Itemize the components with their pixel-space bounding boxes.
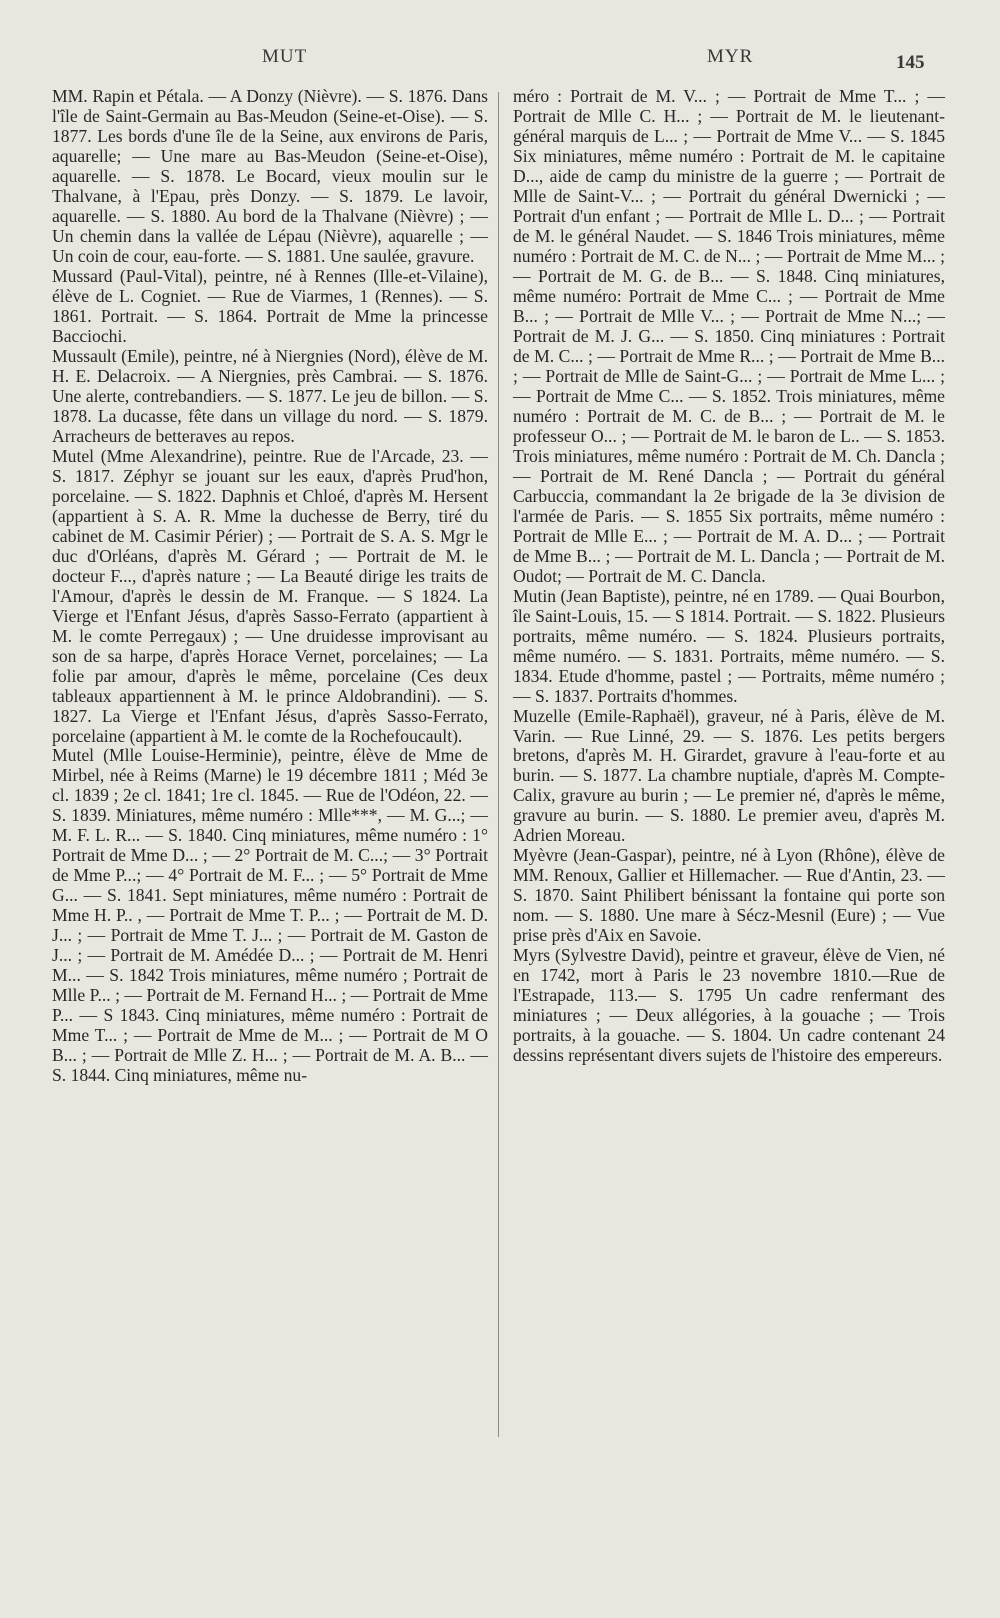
entry-muzelle: Muzelle (Emile-Raphaël), graveur, né à Paris, élève de M. Varin. — Rue Linné, 29. — S. 1876. Les petits bergers bretons, d'après M. H. Girardet, gravure à l'eau-forte et au burin. — S. 1877. La chambre nuptiale, d'après M. Compte-Calix, gravure au burin ; — Le premier né, d'après le même, gravure au burin. — S. 1880. Le premier aveu, d'après M. Adrien Moreau.	[513, 705, 945, 846]
entry-mutel-continuation: méro : Portrait de M. V... ; — Portrait de Mme T... ; — Portrait de Mlle C. H... ; — Portrait de M. le lieutenant-général marquis de L... ; — Portrait de Mme V... — S. 1845 Six miniatures, même numéro : Portrait de M. le capitaine D..., aide de camp du ministre de la guerre ; — Portrait de Mlle de Saint-V... ; — Portrait du général Dwernicki ; — Portrait d'un enfant ; — Portrait de Mlle L. D... ; — Portrait de M. le général Naudet. — S. 1846 Trois miniatures, même numéro : Portrait de M. C. de N... ; — Portrait de Mme M... ; — Portrait de M. G. de B... — S. 1848. Cinq miniatures, même numéro: Portrait de Mme C... ; — Portrait de Mme B... ; — Portrait de Mlle V... ; — Portrait de Mme N...; — Portrait de M. J. G... — S. 1850. Cinq miniatures : Portrait de M. C... ; — Portrait de Mme R... ; — Portrait de Mme B... ; — Portrait de Mlle de Saint-G... ; — Portrait de Mme L... ; — Portrait de Mme C... — S. 1852. Trois miniatures, même numéro : Portrait de M. C. de B... ; — Portrait de M. le professeur O... ; — Portrait de M. le baron de L.. — S. 1853. Trois miniatures, même numéro : Portrait de M. Ch. Dancla ; — Portrait de M. René Dancla ; — Portrait du général Carbuccia, commandant la 2e brigade de la 3e division de l'armée de Paris. — S. 1855 Six portraits, même numéro : Portrait de Mlle E... ; — Portrait de M. A. D... ; — Portrait de Mme B... ; — Portrait de M. L. Dancla ; — Portrait de M. Oudot; — Portrait de M. C. Dancla.	[513, 86, 945, 586]
running-head-right: MYR	[707, 46, 754, 67]
entry-myevre: Myèvre (Jean-Gaspar), peintre, né à Lyon (Rhône), élève de MM. Renoux, Gallier et Hillemacher. — Rue d'Antin, 23. — S. 1870. Saint Philibert bénissant la fontaine qui porte son nom. — S. 1880. Une mare à Sécz-Mesnil (Eure) ; — Vue prise près d'Aix en Savoie.	[513, 845, 945, 946]
running-head-left: MUT	[262, 46, 308, 67]
entry-mussard: Mussard (Paul-Vital), peintre, né à Rennes (Ille-et-Vilaine), élève de L. Cogniet. — Rue de Viarmes, 1 (Rennes). — S. 1861. Portrait. — S. 1864. Portrait de Mme la princesse Bacciochi.	[52, 265, 488, 346]
entry-myrs: Myrs (Sylvestre David), peintre et graveur, élève de Vien, né en 1742, mort à Paris le 23 novembre 1810.—Rue de l'Estrapade, 113.— S. 1795 Un cadre renfermant des miniatures ; — Deux allégories, à la gouache ; — Trois portraits, à la gouache. — S. 1804. Un cadre contenant 24 dessins représentant divers sujets de l'histoire des empereurs.	[513, 945, 945, 1066]
entry-mutel-alexandrine: Mutel (Mme Alexandrine), peintre. Rue de l'Arcade, 23. — S. 1817. Zéphyr se jouant sur les eaux, d'après Prud'hon, porcelaine. — S. 1822. Daphnis et Chloé, d'après M. Hersent (appartient à S. A. R. Mme la duchesse de Berry, tiré du cabinet de M. Casimir Périer) ; — Portrait de S. A. S. Mgr le duc d'Orléans, d'après M. Gérard ; — Portrait de M. le docteur F..., d'après nature ; — La Beauté dirige les traits de l'Amour, d'après le dessin de M. Franque. — S 1824. La Vierge et l'Enfant Jésus, d'après Sasso-Ferrato (appartient à M. le comte Perregaux) ; — Une druidesse improvisant au son de sa harpe, d'après Horace Vernet, porcelaines; — La folie par amour, d'après le même, porcelaine (Ces deux tableaux appartiennent à M. le prince Aldobrandini). — S. 1827. La Vierge et l'Enfant Jésus, d'après Sasso-Ferrato, porcelaine (appartient à M. le comte de la Rochefoucault).	[52, 445, 488, 746]
column-divider	[498, 92, 499, 1437]
right-column	[513, 86, 945, 1065]
entry-continuation-mussard-prev: MM. Rapin et Pétala. — A Donzy (Nièvre). — S. 1876. Dans l'île de Saint-Germain au Bas-Meudon (Seine-et-Oise). — S. 1877. Les bords d'une île de la Seine, aux environs de Paris, aquarelle; — Une mare au Bas-Meudon (Seine-et-Oise), aquarelle. — S. 1878. Le Bocard, vieux moulin sur le Thalvane, à l'Epau, près Donzy. — S. 1879. Le lavoir, aquarelle. — S. 1880. Au bord de la Thalvane (Nièvre) ; — Un chemin dans la vallée de Lépau (Nièvre), aquarelle ; — Un coin de cour, eau-forte. — S. 1881. Une saulée, gravure.	[52, 86, 488, 266]
page-number: 145	[896, 52, 925, 73]
entry-mutel-louise-herminie: Mutel (Mlle Louise-Herminie), peintre, élève de Mme de Mirbel, née à Reims (Marne) le 19 décembre 1811 ; Méd 3e cl. 1839 ; 2e cl. 1841; 1re cl. 1845. — Rue de l'Odéon, 22. — S. 1839. Miniatures, même numéro : Mlle***, — M. G...; — M. F. L. R... — S. 1840. Cinq miniatures, même numéro : 1° Portrait de Mme D... ; — 2° Portrait de M. C...; — 3° Portrait de Mme P...; — 4° Portrait de M. F... ; — 5° Portrait de Mme G... — S. 1841. Sept miniatures, même numéro : Portrait de Mme H. P.. , — Portrait de Mme T. P... ; — Portrait de M. D. J... ; — Portrait de Mme T. J... ; — Portrait de M. Gaston de J... ; — Portrait de M. Amédée D... ; — Portrait de M. Henri M... — S. 1842 Trois miniatures, même numéro ; Portrait de Mlle P... ; — Portrait de M. Fernand H... ; — Portrait de Mme P... — S 1843. Cinq miniatures, même numéro : Portrait de Mme T... ; — Portrait de Mme de M... ; — Portrait de M O B... ; — Portrait de Mlle Z. H... ; — Portrait de M. A. B... — S. 1844. Cinq miniatures, même nu-	[52, 745, 488, 1086]
entry-mutin: Mutin (Jean Baptiste), peintre, né en 1789. — Quai Bourbon, île Saint-Louis, 15. — S 1814. Portrait. — S. 1822. Plusieurs portraits, même numéro. — S. 1824. Plusieurs portraits, même numéro. — S. 1831. Portraits, même numéro. — S. 1834. Etude d'homme, pastel ; — Portraits, même numéro ; — S. 1837. Portraits d'hommes.	[513, 585, 945, 706]
entry-mussault: Mussault (Emile), peintre, né à Niergnies (Nord), élève de M. H. E. Delacroix. — A Niergnies, près Cambrai. — S. 1876. Une alerte, contrebandiers. — S. 1877. Le jeu de billon. — S. 1878. La ducasse, fête dans un village du nord. — S. 1879. Arracheurs de betteraves au repos.	[52, 345, 488, 446]
left-column	[52, 86, 488, 1085]
